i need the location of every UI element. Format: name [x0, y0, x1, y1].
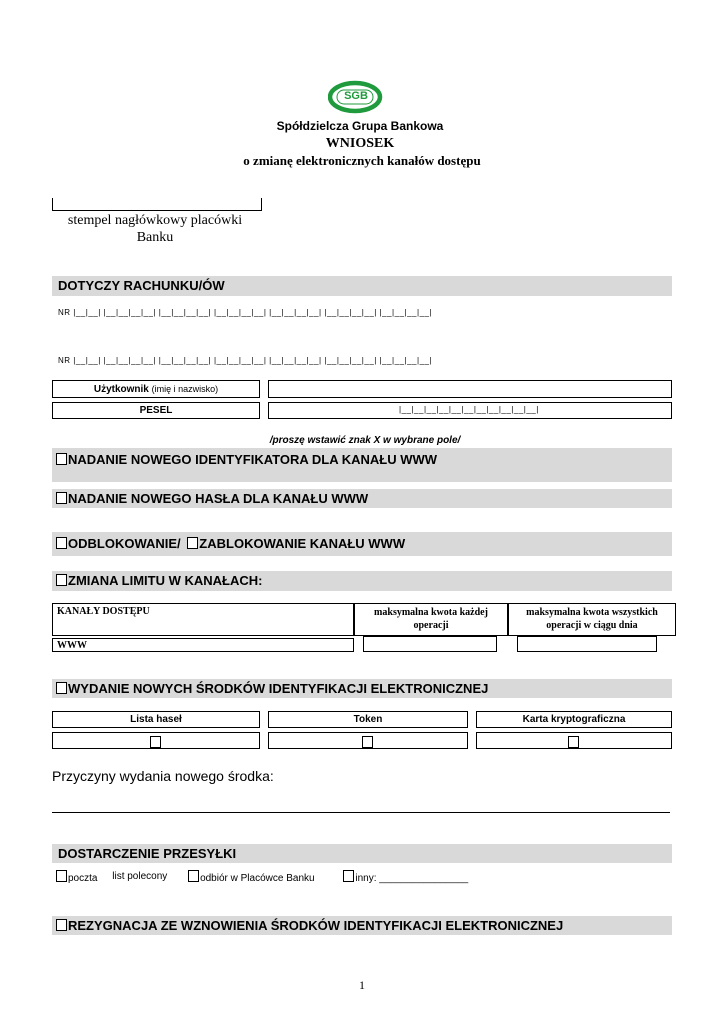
limits-header-channels-text: KANAŁY DOSTĘPU — [57, 606, 150, 617]
resign-label: REZYGNACJA ZE WZNOWIENIA ŚRODKÓW IDENTYFIKACJI ELEKTRONICZNEJ — [68, 918, 564, 933]
means-cell-list — [52, 732, 260, 749]
stamp-line-1: stempel nagłówkowy placówki — [67, 213, 243, 228]
user-label-hint: (imię i nazwisko) — [151, 384, 219, 394]
account-number-2[interactable]: NR |__|__| |__|__|__|__| |__|__|__|__| |__|__|__|__| |__|__|__|__| |__|__|__|__| |__|__|__|__| — [58, 356, 433, 365]
pesel-input[interactable] — [268, 402, 672, 419]
unblock-checkbox[interactable] — [56, 537, 67, 549]
limits-row-www — [52, 638, 354, 652]
stamp-line-2: Banku — [136, 230, 174, 245]
doc-subtitle: o zmianę elektronicznych kanałów dostępu — [243, 153, 481, 168]
limit-daily-input[interactable] — [517, 636, 657, 652]
new-id-bar — [52, 448, 672, 482]
limits-header-channels — [52, 603, 354, 636]
delivery-bar — [52, 844, 672, 863]
limit-bar — [52, 571, 672, 591]
unblock-label: ODBLOKOWANIE/ — [68, 536, 181, 551]
new-means-label: WYDANIE NOWYCH ŚRODKÓW IDENTYFIKACJI ELEKTRONICZNEJ — [68, 681, 489, 696]
delivery-options — [56, 870, 468, 884]
new-means-checkbox[interactable] — [56, 682, 67, 694]
means-token-checkbox[interactable] — [362, 736, 373, 748]
unblock-bar — [52, 532, 672, 556]
limit-single-input[interactable] — [363, 636, 497, 652]
logo-text: SGB — [344, 90, 368, 102]
limits-header-daily-text: maksymalna kwota wszystkich operacji w ciągu dnia — [526, 607, 658, 631]
limit-checkbox[interactable] — [56, 574, 67, 586]
reason-label: Przyczyny wydania nowego środka: — [52, 768, 274, 784]
new-id-checkbox[interactable] — [56, 453, 67, 465]
user-label: Użytkownik — [93, 384, 149, 395]
limits-header-single — [354, 603, 508, 636]
means-header-token — [268, 711, 468, 728]
limit-label: ZMIANA LIMITU W KANAŁACH: — [68, 573, 263, 588]
new-means-bar — [52, 679, 672, 698]
new-password-bar — [52, 489, 672, 508]
pesel-label: PESEL — [139, 405, 173, 416]
delivery-mail-checkbox[interactable] — [56, 870, 67, 882]
means-header-card-text: Karta kryptograficzna — [522, 714, 626, 725]
limits-header-daily — [508, 603, 676, 636]
pesel-digits: |__|__|__|__|__|__|__|__|__|__|__| — [399, 405, 539, 414]
delivery-other-label[interactable]: inny: ________________ — [355, 873, 469, 884]
means-card-checkbox[interactable] — [568, 736, 579, 748]
instruction-text: /proszę wstawić znak X w wybrane pole/ — [269, 435, 461, 446]
stamp-bracket — [52, 198, 262, 211]
page-number: 1 — [359, 978, 365, 992]
reason-input-line[interactable] — [52, 812, 670, 813]
new-password-checkbox[interactable] — [56, 492, 67, 504]
accounts-title: DOTYCZY RACHUNKU/ÓW — [58, 278, 225, 293]
delivery-other-checkbox[interactable] — [343, 870, 354, 882]
pesel-label-cell — [52, 402, 260, 419]
means-list-checkbox[interactable] — [150, 736, 161, 748]
block-checkbox[interactable] — [187, 537, 198, 549]
delivery-branch-label: odbiór w Placówce Banku — [200, 873, 315, 884]
resign-checkbox[interactable] — [56, 919, 67, 931]
new-id-label: NADANIE NOWEGO IDENTYFIKATORA DLA KANAŁU WWW — [68, 452, 438, 467]
means-cell-card — [476, 732, 672, 749]
logo — [328, 78, 384, 116]
means-header-card — [476, 711, 672, 728]
block-label: ZABLOKOWANIE KANAŁU WWW — [199, 536, 406, 551]
means-cell-token — [268, 732, 468, 749]
delivery-mail-label: poczta — [68, 873, 98, 884]
delivery-mail-note: list polecony — [112, 871, 168, 882]
user-name-input[interactable] — [268, 380, 672, 398]
means-header-list-text: Lista haseł — [130, 714, 182, 725]
limits-header-single-text: maksymalna kwota każdej operacji — [374, 607, 488, 631]
stamp-label — [40, 212, 270, 246]
account-number-1[interactable]: NR |__|__| |__|__|__|__| |__|__|__|__| |__|__|__|__| |__|__|__|__| |__|__|__|__| |__|__|__|__| — [58, 308, 433, 317]
resign-bar — [52, 916, 672, 935]
user-label-cell — [52, 380, 260, 398]
org-name: Spółdzielcza Grupa Bankowa — [276, 119, 444, 133]
delivery-branch-checkbox[interactable] — [188, 870, 199, 882]
new-password-label: NADANIE NOWEGO HASŁA DLA KANAŁU WWW — [68, 491, 369, 506]
doc-title: WNIOSEK — [325, 136, 395, 151]
means-header-list — [52, 711, 260, 728]
accounts-section-bar — [52, 276, 672, 296]
means-header-token-text: Token — [353, 714, 383, 725]
delivery-title: DOSTARCZENIE PRZESYŁKI — [58, 846, 237, 861]
limits-row-www-label: WWW — [57, 640, 87, 651]
